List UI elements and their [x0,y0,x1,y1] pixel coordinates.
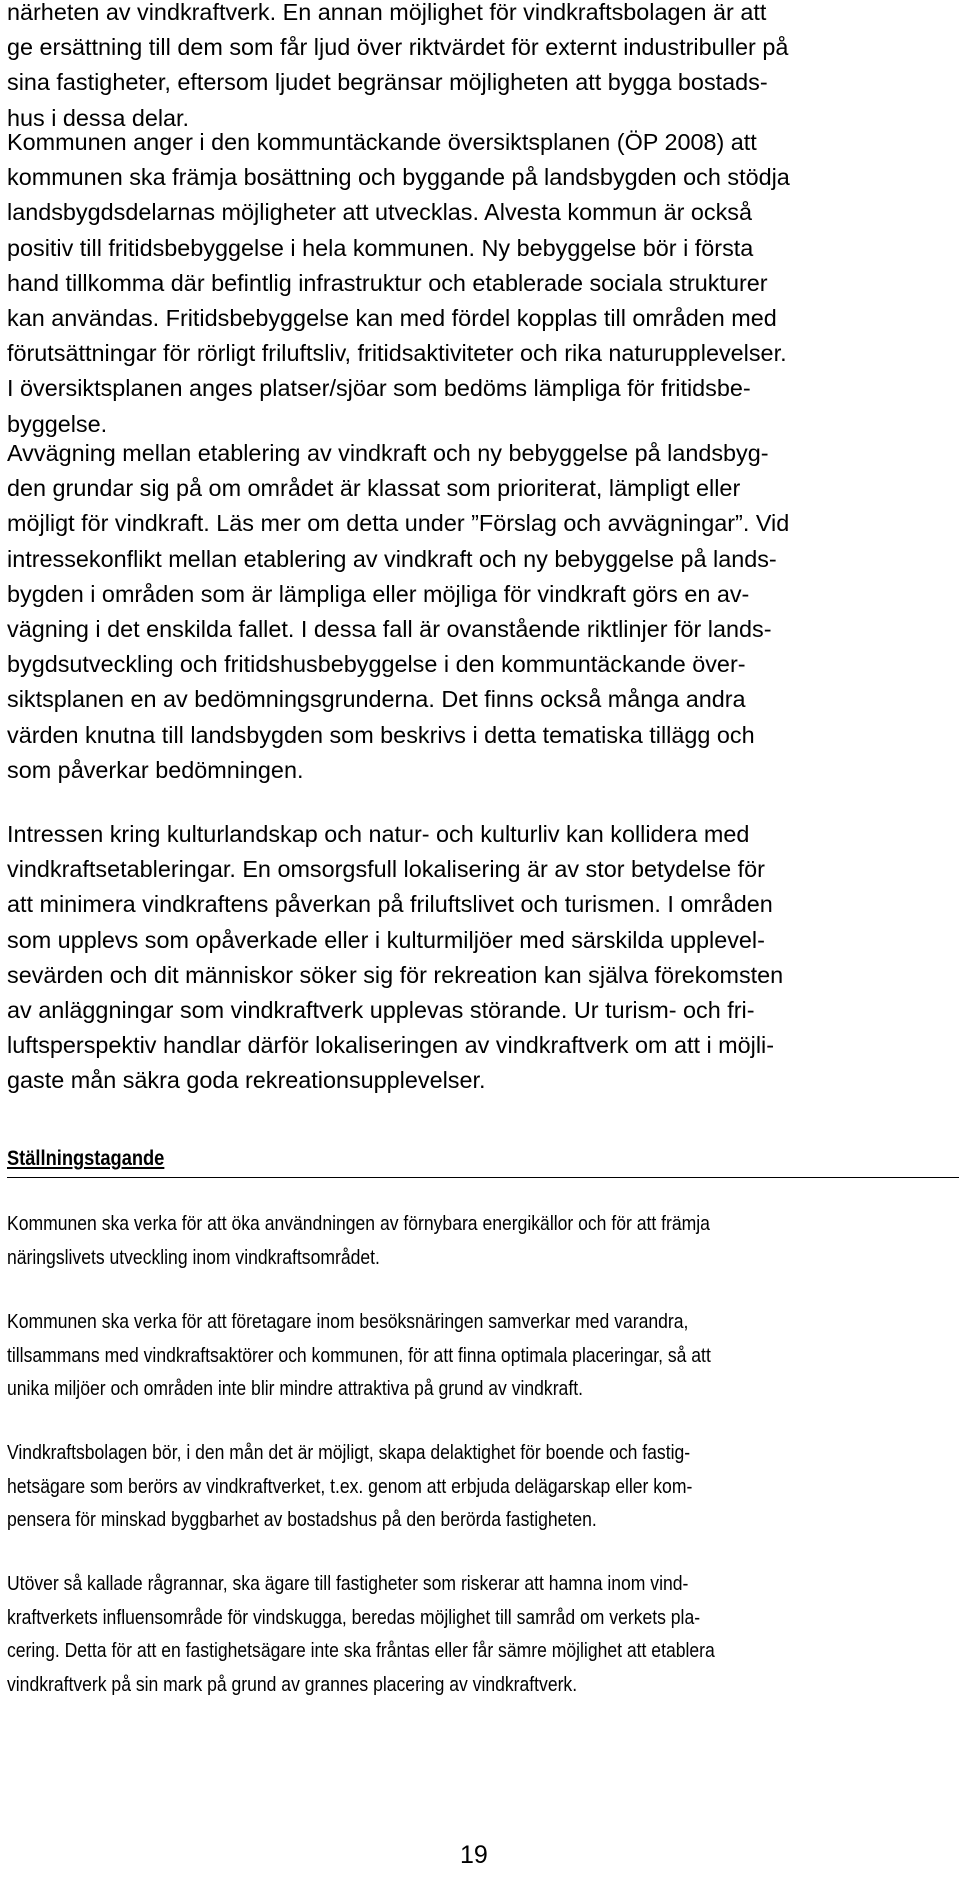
text-line: Kommunen anger i den kommuntäckande översiktsplanen (ÖP 2008) att [7,129,757,155]
text-line: vindkraftverk på sin mark på grund av grannes placering av vindkraftverk. [7,1673,578,1696]
text-line: Utöver så kallade rågrannar, ska ägare till fastigheter som riskerar att hamna inom vind- [7,1573,689,1595]
text-line: gaste mån säkra goda rekreationsupplevelser. [7,1067,486,1094]
text-line: positiv till fritidsbebyggelse i hela kommunen. Ny bebyggelse bör i första [7,234,754,261]
position-paragraph-2 [7,1306,955,1407]
text-line: hetsägare som berörs av vindkraftverket, t.ex. genom att erbjuda delägarskap eller kom- [7,1475,693,1498]
text-line: Kommunen ska verka för att företagare inom besöksnäringen samverkar med varandra, [7,1311,689,1333]
text-line: kommunen ska främja bosättning och byggande på landsbygden och stödja [7,164,790,191]
text-line: sevärden och dit människor söker sig för rekreation kan själva förekomsten [7,961,784,988]
section-heading: Ställningstagande [7,1147,165,1170]
text-line: näringslivets utveckling inom vindkraftsområdet. [7,1246,380,1269]
text-line: den grundar sig på om området är klassat som prioriterat, lämpligt eller [7,475,741,502]
text-line: förutsättningar för rörligt friluftsliv, fritidsaktiviteter och rika naturupplevelser. [7,340,787,367]
text-line: hand tillkomma där befintlig infrastruktur och etablerade sociala strukturer [7,269,768,296]
body-paragraph-1 [7,0,957,136]
position-paragraph-4 [7,1568,955,1702]
text-line: närheten av vindkraftverk. En annan möjlighet för vindkraftsbolagen är att [7,0,767,25]
text-line: landsbygdsdelarnas möjligheter att utvecklas. Alvesta kommun är också [7,199,752,226]
text-line: hus i dessa delar. [7,104,190,131]
text-line: intressekonflikt mellan etablering av vindkraft och ny bebyggelse på lands- [7,545,777,572]
text-line: vägning i det enskilda fallet. I dessa fall är ovanstående riktlinjer för lands- [7,616,772,643]
body-paragraph-4 [7,817,957,1099]
text-line: sina fastigheter, eftersom ljudet begränsar möjligheten att bygga bostads- [7,69,768,96]
text-line: möjligt för vindkraft. Läs mer om detta under ”Förslag och avvägningar”. Vid [7,510,790,537]
page-number: 19 [460,1841,488,1869]
body-paragraph-3 [7,436,957,788]
text-line: luftsperspektiv handlar därför lokaliseringen av vindkraftverk om att i möjli- [7,1032,775,1059]
text-line: cering. Detta för att en fastighetsägare inte ska fråntas eller får sämre möjlighet att etablera [7,1640,715,1662]
text-line: Intressen kring kulturlandskap och natur- och kulturliv kan kollidera med [7,821,750,847]
text-line: att minimera vindkraftens påverkan på friluftslivet och turismen. I områden [7,891,773,918]
text-line: pensera för minskad byggbarhet av bostadshus på den berörda fastigheten. [7,1509,597,1531]
text-line: Kommunen ska verka för att öka användningen av förnybara energikällor och för att främja [7,1213,710,1235]
text-line: av anläggningar som vindkraftverk upplevas störande. Ur turism- och fri- [7,997,755,1024]
body-paragraph-2 [7,125,957,442]
text-line: Vindkraftsbolagen bör, i den mån det är möjligt, skapa delaktighet för boende och fastig- [7,1442,691,1464]
text-line: unika miljöer och områden inte blir mindre attraktiva på grund av vindkraft. [7,1378,583,1400]
text-line: kraftverkets influensområde för vindskugga, beredas möjlighet till samråd om verkets pla- [7,1606,701,1629]
position-paragraph-1 [7,1208,955,1275]
text-line: Avvägning mellan etablering av vindkraft och ny bebyggelse på landsbyg- [7,440,769,466]
text-line: bygdsutveckling och fritidshusbebyggelse i den kommuntäckande över- [7,651,746,678]
text-line: vindkraftsetableringar. En omsorgsfull lokalisering är av stor betydelse för [7,856,765,883]
text-line: byggelse. [7,410,108,437]
text-line: I översiktsplanen anges platser/sjöar som bedöms lämpliga för fritidsbe- [7,375,751,402]
position-paragraph-3 [7,1437,955,1538]
text-line: som upplevs som opåverkade eller i kulturmiljöer med särskilda upplevel- [7,926,765,953]
text-line: som påverkar bedömningen. [7,756,304,783]
section-divider [7,1177,959,1178]
text-line: bygden i områden som är lämpliga eller möjliga för vindkraft görs en av- [7,580,750,607]
text-line: siktsplanen en av bedömningsgrunderna. Det finns också många andra [7,686,746,713]
text-line: tillsammans med vindkraftsaktörer och kommunen, för att finna optimala placeringar, så att [7,1344,711,1367]
text-line: kan användas. Fritidsbebyggelse kan med fördel kopplas till områden med [7,305,777,332]
text-line: ge ersättning till dem som får ljud över riktvärdet för externt industribuller på [7,34,789,61]
text-line: värden knutna till landsbygden som beskrivs i detta tematiska tillägg och [7,721,755,748]
